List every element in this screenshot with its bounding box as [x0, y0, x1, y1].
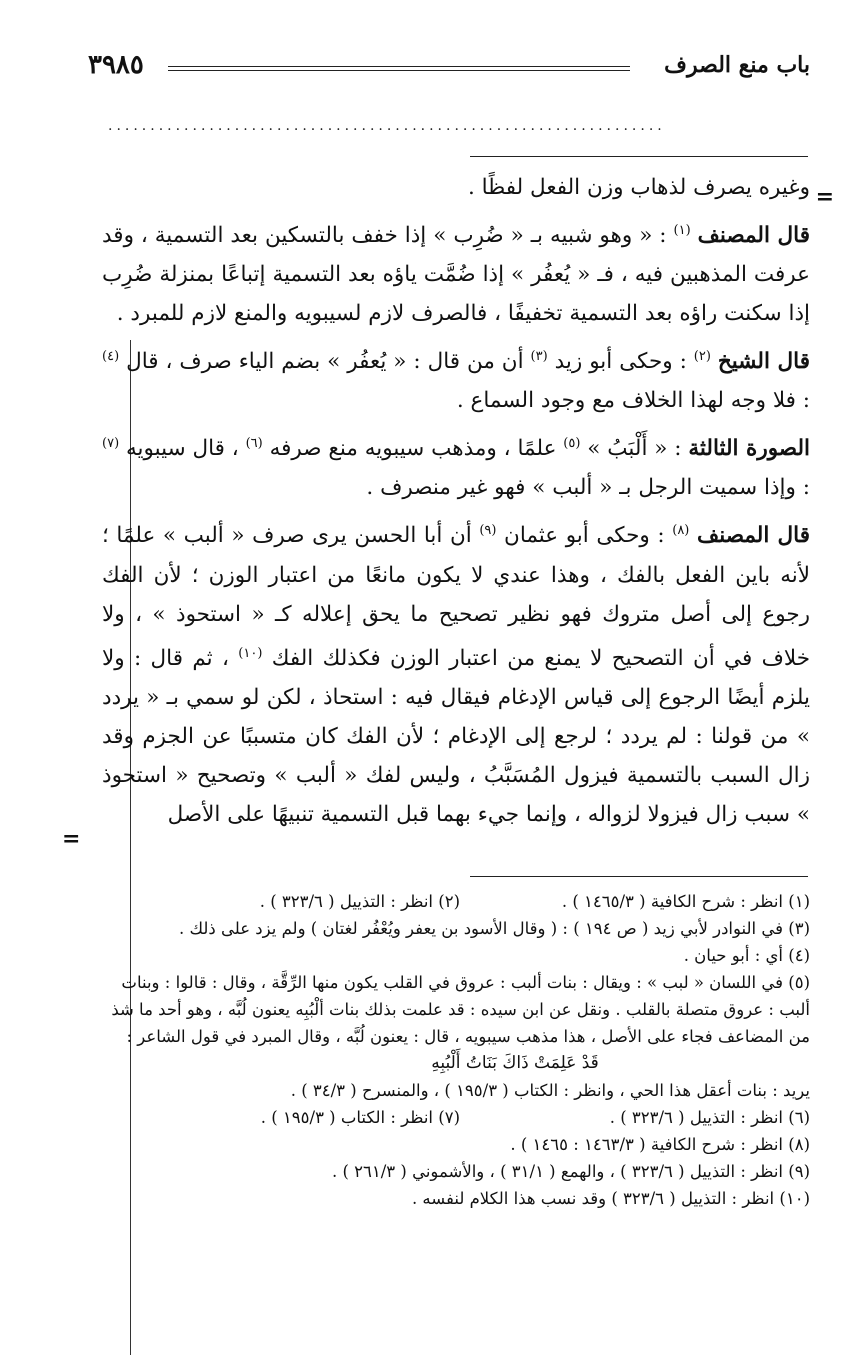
footnote: يريد : بنات أعقل هذا الحي ، وانظر : الكتاب ( ١٩٥/٣ ) ، والمنسرح ( ٣٤/٣ ) . [290, 1081, 810, 1100]
footnote-ref[interactable]: (٢) [693, 349, 711, 365]
footnote-ref[interactable]: (٥) [563, 436, 581, 452]
page-header [88, 52, 810, 92]
footnote: (٢) انظر : التذييل ( ٣٢٣/٦ ) . [259, 892, 460, 911]
paragraph: وغيره يصرف لذهاب وزن الفعل لفظًا . [467, 175, 810, 200]
footnote: (١٠) انظر : التذييل ( ٣٢٣/٦ ) وقد نسب هذا الكلام لنفسه . [411, 1189, 810, 1208]
verse-line: قَدْ عَلِمَتْ ذَاكَ بَنَاتُ أَلْبُبِهِ [431, 1053, 599, 1073]
paragraph-lead: قال الشيخ [717, 349, 810, 375]
footnotes [100, 888, 810, 1212]
main-text [102, 168, 810, 838]
footnote-rule [470, 876, 808, 877]
paragraph: قال المصنف $^{(١)}$ : « وهو شبيه بـ « ضُرِب » إذا خفف بالتسكين بعد التسمية ، وقد عرفت المذهبين فيه ، فـ « يُعفُر » إذا ضُمَّت ياؤه بعد التسمية إتباعًا بمنزلة ضُرِب إذا سكنت راؤه بعد التسمية تخفيفًا ، فالصرف لازم لسيبويه والمنع لازم للمبرد . [102, 223, 810, 327]
running-title: باب منع الصرف [664, 52, 810, 78]
footnote-ref[interactable]: (٨) [672, 523, 690, 539]
dotted-separator: .................................................................. [108, 118, 666, 134]
footnote-row [100, 1104, 810, 1131]
continuation-mark-top: = [815, 184, 834, 210]
footnote-ref[interactable]: (٧) [102, 436, 120, 452]
footnote: (٧) انظر : الكتاب ( ١٩٥/٣ ) . [260, 1108, 460, 1127]
footnote-ref[interactable]: (٩) [479, 523, 497, 539]
continuation-mark-bottom: = [62, 826, 81, 852]
footnote: (٤) أي : أبو حيان . [683, 946, 810, 965]
paragraph: الصورة الثالثة : « أَلْبَبُ » $^{(٥)}$ علمًا ، ومذهب سيبويه منع صرفه $^{(٦)}$ ، قال سيبويه $^{(٧)}$ : وإذا سميت الرجل بـ « ألبب » فهو غير منصرف . [102, 436, 810, 501]
footnote: (٣) في النوادر لأبي زيد ( ص ١٩٤ ) : ( وقال الأسود بن يعفر ويُعْفُر لغتان ) ولم يزد على ذلك . [178, 919, 810, 938]
paragraph-lead: الصورة الثالثة [688, 436, 810, 462]
footnote-ref[interactable]: (١) [673, 223, 691, 238]
paragraph-lead: قال المصنف [697, 223, 810, 249]
footnote: (٥) في اللسان « لبب » : ويقال : بنات ألبب : عروق في القلب يكون منها الرِّقَّة ، وقال : قالوا : وبنات ألبب : عروق متصلة بالقلب . ونقل عن ابن سيده : قد علمت بذلك بنات ألْبُبِه يعنون لُبَّه ، وهو أحد ما شذ من المضاعف فجاء على الأصل ، هذا مذهب سيبويه ، قال : يعنون لُبَّه ، وقال المبرد في قول الشاعر : [111, 973, 810, 1046]
footnote-ref[interactable]: (٣) [530, 349, 548, 365]
footnote-ref[interactable]: (١٠) [238, 645, 263, 661]
footnote: (٩) انظر : التذييل ( ٣٢٣/٦ ) ، والهمع ( ٣١/١ ) ، والأشموني ( ٢٦١/٣ ) . [331, 1162, 810, 1181]
footnote: (١) انظر : شرح الكافية ( ١٤٦٥/٣ ) . [561, 892, 810, 911]
footnote-row [100, 888, 810, 915]
section-rule [470, 156, 808, 157]
paragraph: قال الشيخ $^{(٢)}$ : وحكى أبو زيد $^{(٣)}$ أن من قال : « يُعفُر » بضم الياء صرف ، قال $^{(٤)}$ : فلا وجه لهذا الخلاف مع وجود السماع . [102, 349, 810, 414]
header-rule [168, 66, 630, 71]
paragraph-lead: قال المصنف [696, 523, 810, 549]
footnote-ref[interactable]: (٤) [102, 349, 120, 365]
page-number: ٣٩٨٥ [88, 50, 144, 80]
footnote: (٨) انظر : شرح الكافية ( ١٤٦٣/٣ : ١٤٦٥ ) . [510, 1135, 810, 1154]
footnote-ref[interactable]: (٦) [245, 436, 263, 452]
paragraph: قال المصنف $^{(٨)}$ : وحكى أبو عثمان $^{(٩)}$ أن أبا الحسن يرى صرف « ألبب » علمًا ؛ لأنه باين الفعل بالفك ، وهذا عندي لا يكون مانعًا من اعتبار الوزن ؛ لأن الفك رجوع إلى أصل متروك فهو نظير تصحيح ما يحق إعلاله كـ « استحوذ » ، ولا خلاف في أن التصحيح لا يمنع من اعتبار الوزن فكذلك الفك $^{(١٠)}$ ، ثم قال : ولا يلزم أيضًا الرجوع إلى قياس الإدغام فيقال فيه : استحاذ ، لكن لو سمي بـ « يردد » من قولنا : لم يردد ؛ لرجع إلى الإدغام ؛ لأن الفك كان متسببًا عن الجزم وقد زال السبب بالتسمية فيزول المُسَبَّبُ ، وليس لفك « ألبب » وتصحيح « استحوذ » سبب زال فيزولا لزواله ، وإنما جيء بهما قبل التسمية تنبيهًا على الأصل [102, 523, 810, 827]
footnote: (٦) انظر : التذييل ( ٣٢٣/٦ ) . [609, 1108, 810, 1127]
